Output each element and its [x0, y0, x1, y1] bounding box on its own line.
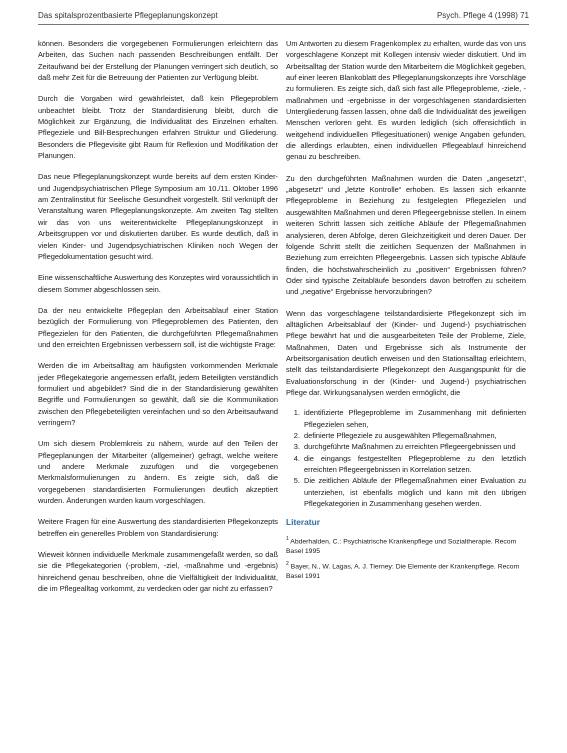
body-paragraph: Wenn das vorgeschlagene teilstandardisierte Pflegekonzept sich im alltäglichen Arbeitsablauf der (Kinder- und Jugend-) psychiatrischen Pflege bewährt hat und die ausgearbeiteten Teile der Probleme, Ziele, Maßnahmen, Daten und Ergebnisse sich als Instrumente der Arbeitsorganisation deutlich erweisen und den Stationsalltag erleichtern, stellt das teilstandardisierte Pflegekonzept den Ausgangspunkt für die Evaluationsforschung in der (Kinder- und Jugend-) psychiatrischen Pflege dar. Wirkungsanalysen werden ermöglicht, die: [286, 308, 526, 397]
body-paragraph: Um sich diesem Problemkreis zu nähern, wurde auf den Teilen der Pflegeplanungen der Mitarbeiter (allgemeiner) gefragt, welche weitere und andere Merkmale zuzufügen und die vorgegebenen Merkmalsformulierungen zu ändern. Es zeigte sich, daß die vorgegebenen standardisierten Formulierungen deutlich akzeptiert wurden. Änderungen wurden kaum vorgeschlagen.: [38, 439, 278, 506]
reference-item: [286, 560, 526, 581]
reference-list: [286, 535, 526, 582]
numbered-list: [286, 407, 526, 509]
reference-text: Abderhalden, C.: Psychiatrische Krankenpflege und Sozialtherapie. Recom Basel 1995: [286, 538, 517, 555]
body-paragraph: Das neue Pflegeplanungskonzept wurde bereits auf dem ersten Kinder- und Jugendpsychiatrischen Pflege Symposium am 10./11. Oktober 1996 am Zentralinstitut für Seelische Gesundheit vorgestellt. Stil verknüpft der Veranstaltung waren Pflegeplanungskonzepte. Am zweiten Tag stellten wir das von uns weiterentwickelte Pflegeplanungskonzept in Arbeitsgruppen vor und diskutierten darüber. Es wurde deutlich, daß in vielen Kinder- und Jugendpsychiatrischen Kliniken noch Wegen der Pflegedokumentation gesucht wird.: [38, 172, 278, 261]
list-item: 5. Die zeitlichen Abläufe der Pflegemaßnahmen einer Evaluation zu unterziehen, ist ebenfalls möglich und kann mit den übrigen Pflegekategorien in Zusammenhang gesehen werden.: [302, 475, 526, 509]
body-paragraph: Weitere Fragen für eine Auswertung des standardisierten Pflegekonzepts betreffen ein generelles Problem von Standardisierung:: [38, 517, 278, 538]
list-item: 3. durchgeführte Maßnahmen zu erreichten Pflegeergebnissen und: [302, 441, 526, 452]
running-header-page: Psych. Pflege 4 (1998) 71: [436, 11, 529, 20]
reference-text: Bayer, N., W. Lagas, A. J. Tierney: Die Elemente der Krankenpflege. Recom Basel 1991: [286, 563, 520, 581]
right-column: [286, 38, 526, 586]
body-paragraph: Werden die im Arbeitsalltag am häufigsten vorkommenden Merkmale jeder Pflegekategorie angemessen erfaßt, jedem Beteiligten verständlich formuliert und abgebildet? Sind die in der Standardisierung gewählten Begriffe und Formulierungen so gewählt, daß sie die Kommunikation zwischen den Pflegebeteiligten vereinfachen und so den Arbeitsaufwand verringern?: [38, 361, 278, 427]
body-paragraph: Eine wissenschaftliche Auswertung des Konzeptes wird voraussichtlich in diesem Sommer abgeschlossen sein.: [38, 273, 278, 294]
body-paragraph: können. Besonders die vorgegebenen Formulierungen erleichtern das Arbeiten, das Suchen nach passenden Beschreibungen entfällt. Der Zeitaufwand bei der Erstellung der Planungen verringert sich deutlich, so daß mehr Zeit für die Betreuung der Patienten zur Verfügung bleibt.: [38, 39, 278, 83]
reference-item: [286, 535, 526, 556]
literature-heading: Literatur: [286, 517, 320, 528]
body-paragraph: Da der neu entwickelte Pflegeplan den Arbeitsablauf einer Station bezüglich der Formulierung von Pflegeproblemen des Patienten, den Pflegezielen für den Patienten, die durchgeführten Pflegemaßnahmen und den erreichten Ergebnissen verbessern soll, ist die wichtigste Frage:: [38, 305, 278, 349]
body-paragraph: Durch die Vorgaben wird gewährleistet, daß kein Pflegeproblem unbeachtet bleibt. Trotz der Standardisierung bleibt, durch die Möglichkeit zur Ergänzung, die Individualität des Einzelnen erhalten. Pflegeziele und Bill-Besprechungen erfahren Struktur und Gliederung. Besonders die Pflegevisite gibt Raum für Reflexion und Modifikation der Planungen.: [38, 94, 278, 161]
list-item: 2. definierte Pflegeziele zu ausgewählten Pflegemaßnahmen,: [302, 430, 526, 441]
list-item: 4. die eingangs festgestellten Pflegeprobleme zu den letztlich erreichten Pflegeergebnissen in Korrelation setzen.: [302, 453, 526, 476]
body-paragraph: Wieweit können individuelle Merkmale zusammengefaßt werden, so daß sie die Pflegekategorien (-problem, -ziel, -maßnahme und -ergebnis) hinreichend genau beschreiben, ohne die Vielfältigkeit der Individualität, die im Pflegealltag vorkommt, zu verdecken oder gar nicht zu erfassen?: [38, 550, 278, 594]
body-paragraph: Zu den durchgeführten Maßnahmen wurden die Daten „angesetzt“, „abgesetzt“ und „letzte Kontrolle“ erhoben. Es lassen sich erkannte Pflegeprobleme in Beziehung zu festgelegten Pflegezielen und ausgewählten Maßnahmen und deren Pflegeergebnisse stellen. In einem weiteren Schritt lassen sich zeitliche Abläufe der Pflegemaßnahmen analysieren, deren Abfolge, deren Gleichzeitigkeit und deren Dauer. Der folgende Schritt stellt die zeitlichen Sequenzen der Maßnahmen in Beziehung zum erreichten Pflegeergebnis. Lassen sich typische Abläufe finden, die höchstwahrscheinlich zu „positiven“ Ergebnissen führen? Oder sind typische Zeitabläufe besonders davon betroffen zu scheitern und „negative“ Ergebnisse hervorzubringen?: [286, 173, 526, 297]
running-header: [38, 10, 529, 25]
reference-number: 2: [286, 561, 289, 568]
running-header-title: Das spitalsprozentbasierte Pflegeplanungskonzept: [38, 11, 218, 20]
reference-number: 1: [286, 535, 289, 542]
list-item: 1. identifizierte Pflegeprobleme im Zusammenhang mit definierten Pflegezielen sehen,: [302, 407, 526, 430]
body-paragraph: Um Antworten zu diesem Fragenkomplex zu erhalten, wurde das von uns vorgeschlagene Konzept mit Kollegen intensiv wieder diskutiert. Und im Arbeitsalltag der Station wurde den Mitarbeitern die Möglichkeit gegeben, auf einer leeren Blankoblatt des Pflegeplanungskonzepts ihre Vorschläge zu formulieren. Es zeigte sich, daß sich fast alle Pflegeprobleme, -ziele, -maßnahmen und -ergebnisse in der vorgeschlagenen standardisierten Untergliederung fassen lassen, ohne daß die Individualität des jeweiligen Menschen verloren geht. Es wurden lediglich (sich offensichtlich in weitgehend individuellen Pflegesituationen) wenige Angaben gefunden, die allerdings erlaubten, einen individuellen Pflegeablauf hinreichend genau zu beschreiben.: [286, 39, 526, 162]
left-column: [38, 38, 278, 604]
